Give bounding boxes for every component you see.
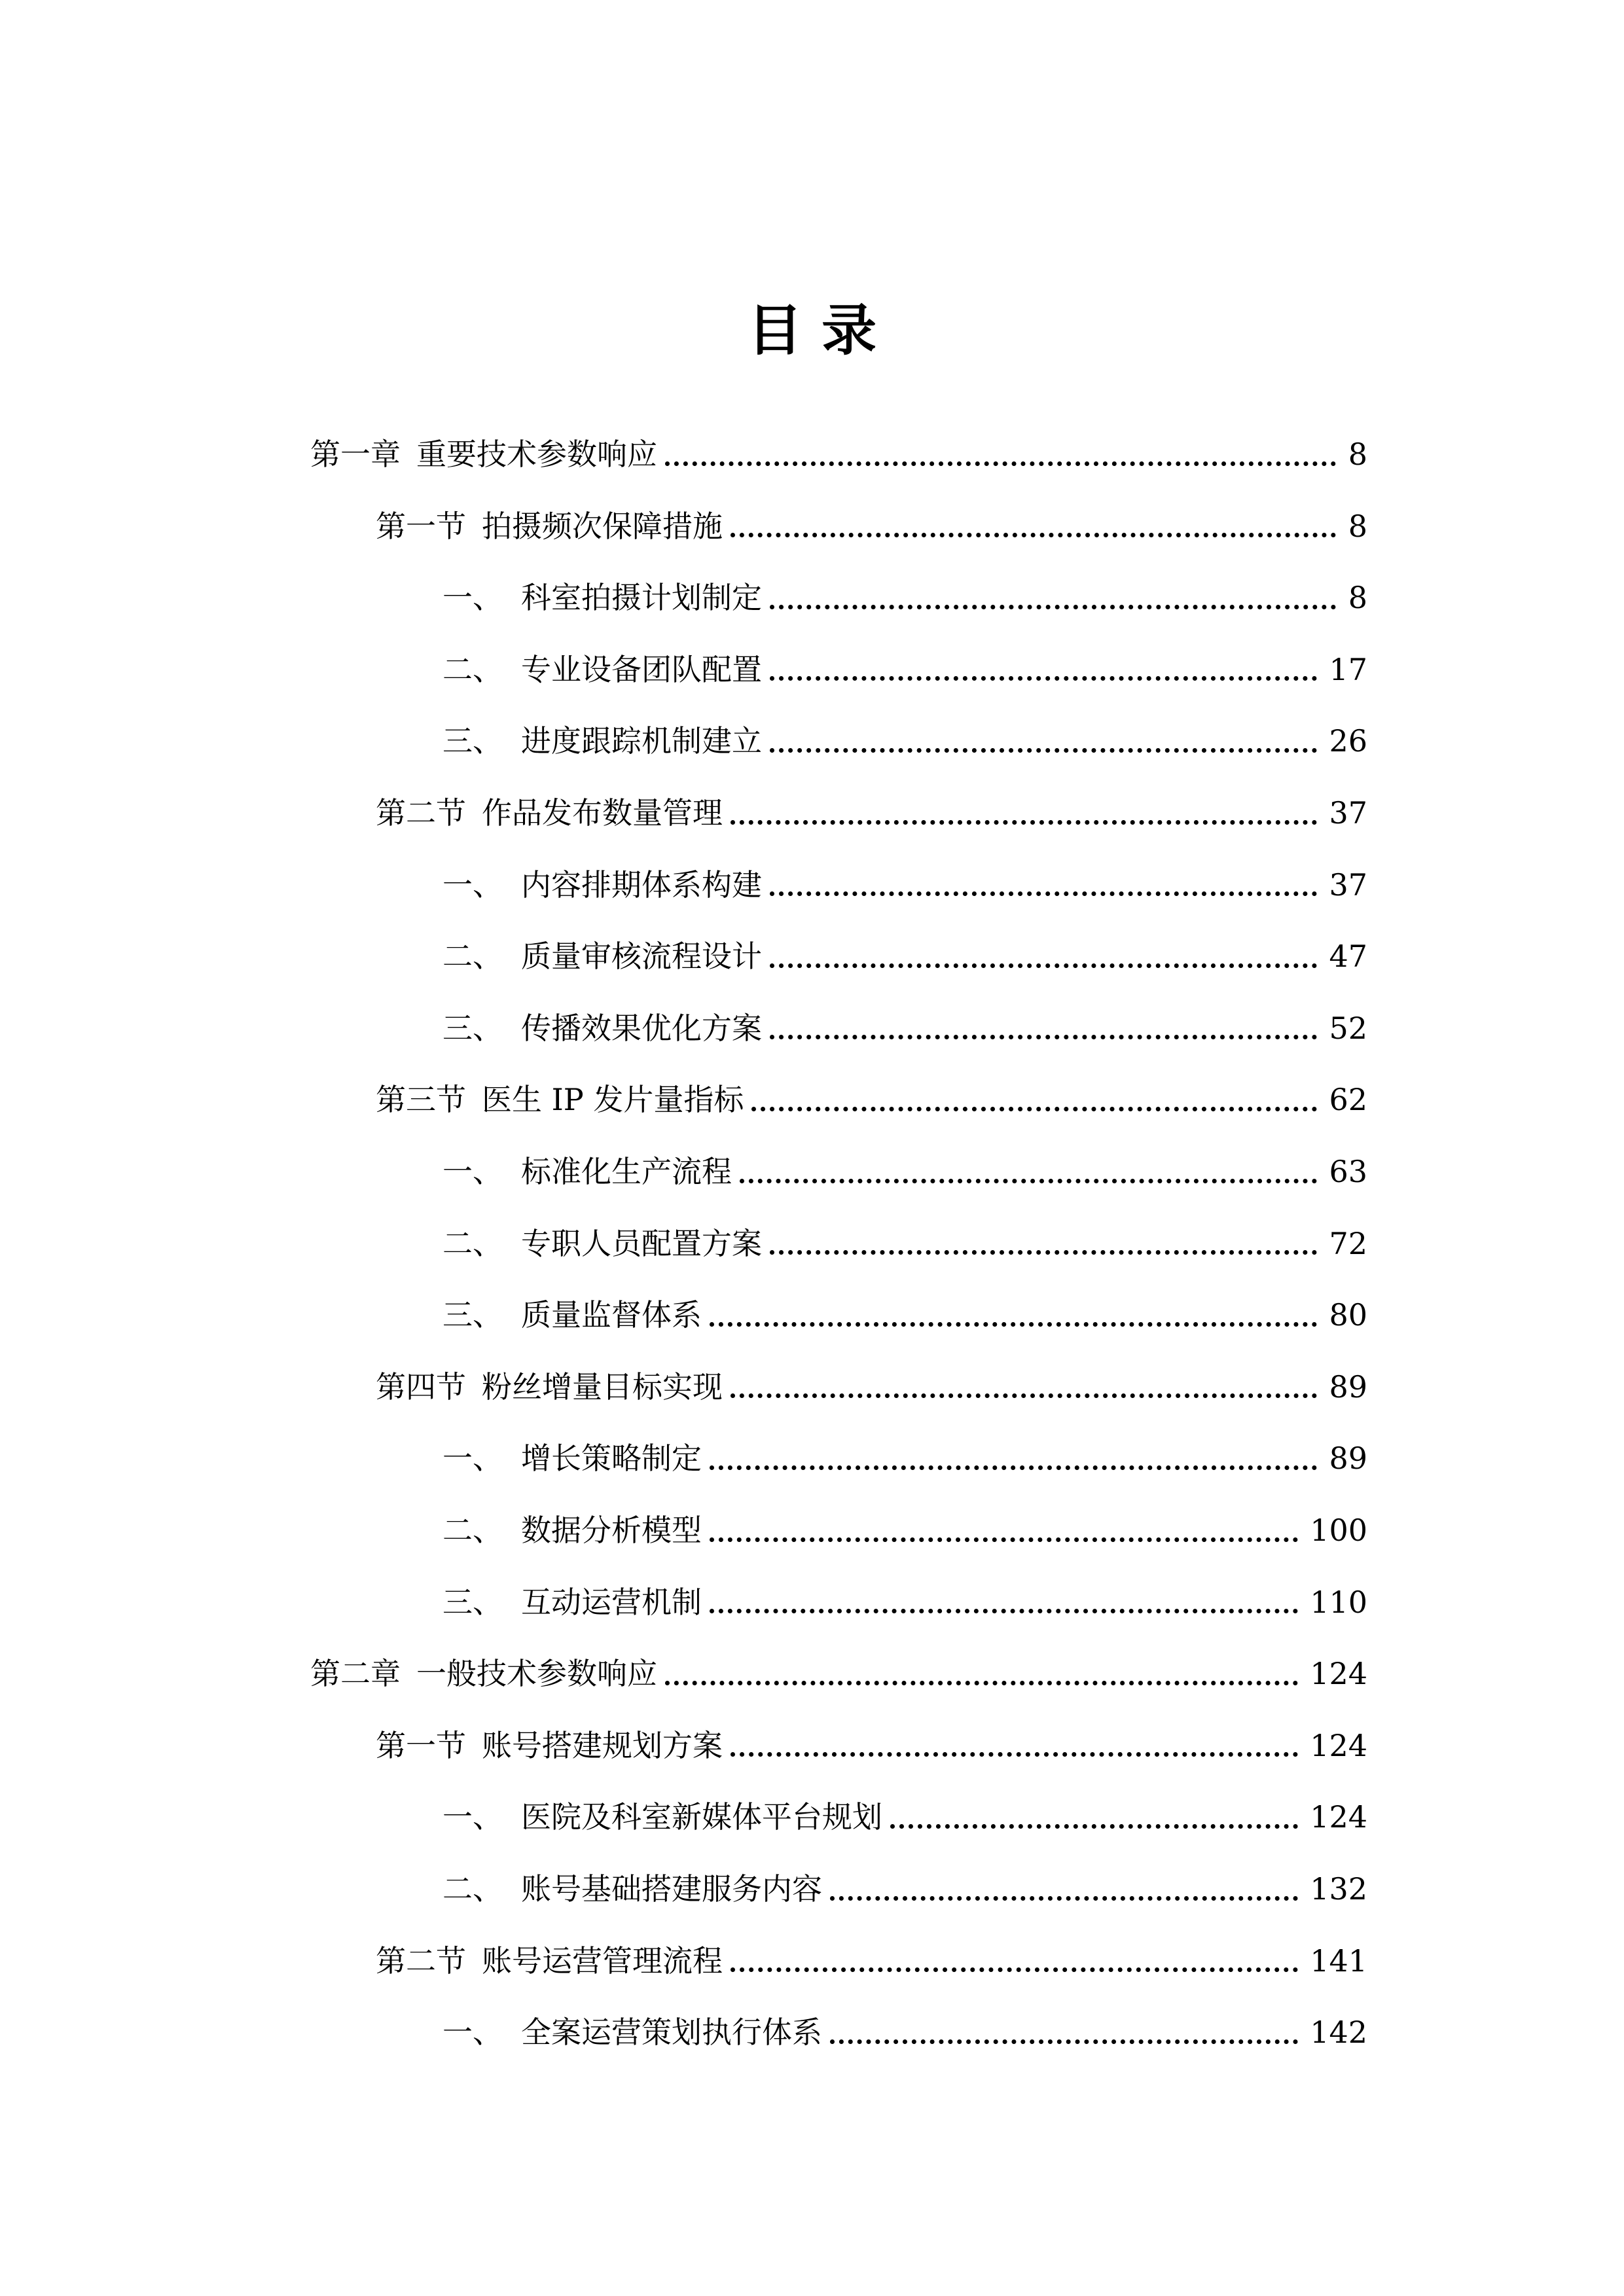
toc-entry[interactable] [442,1435,1367,1481]
toc-page-number: 8 [1348,580,1367,616]
toc-entry[interactable] [310,431,1367,477]
toc-page-number: 89 [1329,1441,1367,1477]
toc-entry[interactable] [442,1507,1367,1553]
toc-entry[interactable] [442,933,1367,979]
toc-page-number: 141 [1310,1943,1367,1979]
toc-entry-title: 质量监督体系 [521,1297,702,1333]
toc-entry-title: 账号基础搭建服务内容 [521,1871,822,1907]
toc-dot-leader [770,891,1317,896]
toc-dot-leader [890,1824,1298,1829]
toc-entry-title: 内容排期体系构建 [521,867,762,903]
toc-page-number: 110 [1310,1584,1367,1620]
toc-dot-leader [770,748,1317,753]
toc-dot-leader [665,461,1336,466]
toc-entry[interactable] [376,1077,1367,1122]
toc-entry-number: 第二节 [376,795,466,831]
toc-entry-title: 重要技术参数响应 [416,437,657,472]
toc-entry-title: 作品发布数量管理 [482,795,723,831]
toc-entry-number: 第二节 [376,1943,466,1979]
toc-page-number: 17 [1329,651,1367,687]
toc-entry-title: 科室拍摄计划制定 [521,580,762,616]
toc-dot-leader [770,1035,1317,1039]
toc-entry[interactable] [442,575,1367,620]
toc-entry[interactable] [442,1005,1367,1051]
toc-entry[interactable] [442,2009,1367,2055]
toc-entry-number: 三、 [442,1584,503,1620]
toc-entry-title: 一般技术参数响应 [416,1656,657,1692]
toc-entry-number: 三、 [442,1297,503,1333]
toc-entry-number: 三、 [442,1010,503,1046]
toc-entry-number: 一、 [442,1441,503,1477]
toc-page-number: 124 [1310,1799,1367,1835]
toc-dot-leader [731,1393,1317,1398]
toc-entry[interactable] [442,1794,1367,1840]
toc-page-number: 62 [1329,1082,1367,1118]
toc-entry-title: 增长策略制定 [521,1441,702,1477]
toc-entry[interactable] [376,503,1367,549]
toc-entry-number: 第二章 [310,1656,401,1692]
toc-entry[interactable] [376,1364,1367,1410]
toc-entry-title: 医生 IP 发片量指标 [482,1082,744,1118]
toc-dot-leader [770,676,1317,681]
toc-dot-leader [710,1465,1317,1470]
toc-entry-number: 二、 [442,939,503,975]
toc-dot-leader [770,605,1336,609]
toc-entry[interactable] [442,1292,1367,1338]
toc-entry-title: 账号搭建规划方案 [482,1727,723,1763]
toc-entry[interactable] [442,1866,1367,1912]
toc-page-number: 47 [1329,939,1367,975]
toc-dot-leader [740,1179,1317,1183]
toc-entry[interactable] [376,1723,1367,1768]
toc-entry-title: 互动运营机制 [521,1584,702,1620]
toc-entry-number: 三、 [442,723,503,759]
toc-entry-title: 全案运营策划执行体系 [521,2015,822,2051]
toc-dot-leader [710,1609,1298,1613]
toc-entry[interactable] [442,1221,1367,1266]
toc-entry[interactable] [442,647,1367,692]
toc-dot-leader [751,1107,1317,1111]
toc-entry-number: 一、 [442,2015,503,2051]
toc-dot-leader [731,1967,1298,1972]
toc-entry-number: 第四节 [376,1369,466,1405]
toc-entry[interactable] [442,1579,1367,1625]
toc-entry-number: 二、 [442,1871,503,1907]
toc-page-number: 37 [1329,867,1367,903]
toc-page-number: 124 [1310,1656,1367,1692]
toc-entry-number: 一、 [442,867,503,903]
toc-page-number: 80 [1329,1297,1367,1333]
toc-entry[interactable] [310,1651,1367,1696]
toc-entry-title: 医院及科室新媒体平台规划 [521,1799,882,1835]
toc-entry[interactable] [442,862,1367,908]
toc-page-number: 124 [1310,1727,1367,1763]
toc-entry-number: 第一节 [376,508,466,544]
toc-entry-number: 二、 [442,651,503,687]
toc-page-number: 63 [1329,1154,1367,1189]
toc-dot-leader [731,820,1317,825]
toc-page-number: 132 [1310,1871,1367,1907]
toc-dot-leader [710,1322,1317,1327]
toc-entry-title: 拍摄频次保障措施 [482,508,723,544]
toc-entry-title: 标准化生产流程 [521,1154,732,1189]
toc-entry-title: 粉丝增量目标实现 [482,1369,723,1405]
toc-entry[interactable] [376,790,1367,836]
toc-entry-title: 质量审核流程设计 [521,939,762,975]
toc-page-number: 8 [1348,437,1367,472]
toc-entry[interactable] [442,1149,1367,1194]
toc-entry-number: 第一节 [376,1727,466,1763]
toc-entry-title: 账号运营管理流程 [482,1943,723,1979]
toc-entry-number: 二、 [442,1225,503,1261]
toc-title: 目 录 [747,298,877,363]
toc-page-number: 100 [1310,1513,1367,1548]
toc-page-number: 37 [1329,795,1367,831]
toc-dot-leader [770,963,1317,968]
toc-page-number: 52 [1329,1010,1367,1046]
toc-dot-leader [830,2039,1298,2044]
toc-entry-title: 专业设备团队配置 [521,651,762,687]
toc-entry-number: 二、 [442,1513,503,1548]
toc-page-number: 142 [1310,2015,1367,2051]
toc-dot-leader [731,1752,1298,1757]
toc-page-number: 26 [1329,723,1367,759]
toc-dot-leader [710,1537,1298,1542]
toc-dot-leader [665,1681,1298,1685]
toc-entry-title: 进度跟踪机制建立 [521,723,762,759]
toc-dot-leader [770,1250,1317,1255]
toc-entry-title: 数据分析模型 [521,1513,702,1548]
toc-entry-number: 一、 [442,1154,503,1189]
toc-page-number: 89 [1329,1369,1367,1405]
toc-entry-title: 专职人员配置方案 [521,1225,762,1261]
toc-entry-title: 传播效果优化方案 [521,1010,762,1046]
toc-entry-number: 第三节 [376,1082,466,1118]
toc-entry-number: 第一章 [310,437,401,472]
toc-entry-number: 一、 [442,1799,503,1835]
toc-page-number: 8 [1348,508,1367,544]
toc-dot-leader [830,1896,1298,1901]
toc-page-number: 72 [1329,1225,1367,1261]
toc-entry-number: 一、 [442,580,503,616]
toc-entry[interactable] [376,1938,1367,1984]
toc-dot-leader [731,533,1336,537]
toc-entry[interactable] [442,718,1367,764]
